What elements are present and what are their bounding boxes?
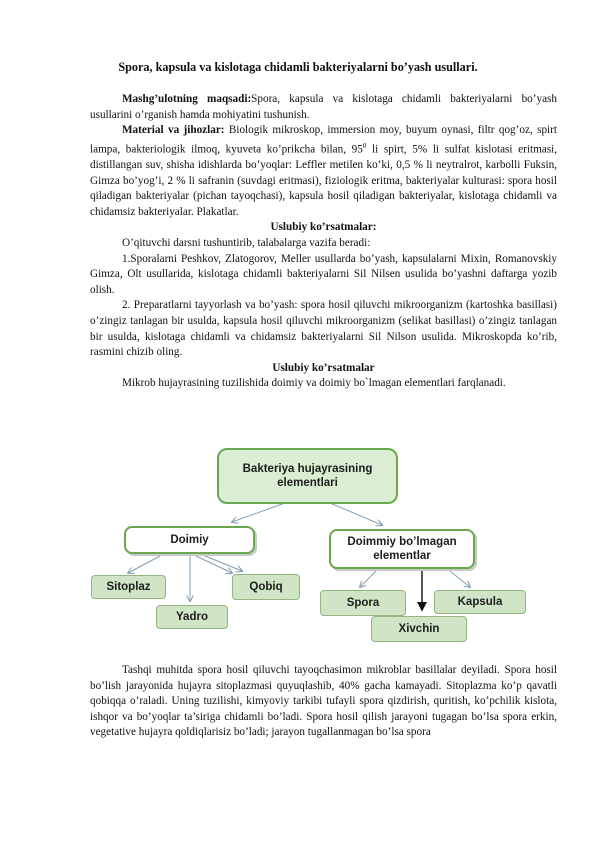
xivchin-box — [371, 616, 467, 642]
non-permanent-label: Doimmiy bo’lmagan elementlar — [347, 536, 457, 562]
qobiq-label: Qobiq — [249, 581, 283, 593]
task1-paragraph: 1.Sporalarni Peshkov, Zlatogorov, Meller usullarda bo’yash, kapsulalarni Mixin, Romanovskiy Gimza, Olt usullarida, kislotaga chidamli bakteriyalarni Sil Nilsen usulida bo’yashni daftarga yozib olish. — [90, 252, 557, 296]
qobiq-box — [232, 574, 300, 600]
goal-label: Mashg’ulotning maqsadi: — [122, 93, 252, 105]
heading-guidelines-1: Uslubiy ko’rsatmalar: — [270, 221, 377, 234]
teacher-paragraph: O’qituvchi darsni tushuntirib, talabalarga vazifa beradi: — [122, 237, 371, 250]
arrow-root-left — [232, 503, 285, 522]
materials-text: Biologik mikroskop, immersion moy, buyum oynasi, filtr qog’oz, spirt lampa, bakteriologik ilmoq, kyuveta ko’prikcha bilan, 95 — [90, 124, 557, 156]
task2-paragraph: 2. Preparatlarni tayyorlash va bo’yash: spora hosil qiluvchi mikroorganizm (kartoshka basillasi) o’zingiz tanlagan bir usulda, kapsula hosil qiluvchi mikroorganizm (selikat basillasi) o’zingiz tanlagan bir usulda, kislotaga chidamli va chidamsiz bakteriyalarni Sil Nilson usulida. Mikroskopda ko’rib, rasmini chizib oling. — [90, 299, 557, 359]
yadro-box — [156, 605, 228, 629]
page-title: Spora, kapsula va kislotaga chidamli bakteriyalarni bo’yash usullari. — [118, 60, 478, 74]
goal-text: Spora, kapsula va kislotaga chidamli bakteriyalarni bo’yash usullarini o’rganish hamda mohiyatini tushunish. — [90, 93, 557, 121]
non-permanent-box — [329, 529, 475, 569]
bottom-text — [90, 663, 557, 741]
arrow-root-right — [330, 503, 382, 525]
arrow-left-sitoplaz — [128, 556, 160, 573]
degree-sup: 0 — [362, 141, 367, 150]
kapsula-label: Kapsula — [457, 596, 503, 608]
doimiy-label: Doimiy — [170, 534, 209, 546]
sitoplaz-label: Sitoplaz — [106, 581, 151, 593]
sitoplaz-box — [91, 575, 166, 599]
yadro-label: Yadro — [176, 611, 208, 623]
root-label: Bakteriya hujayrasining elementlari — [242, 463, 373, 489]
spora-label: Spora — [346, 597, 380, 609]
doimiy-box — [124, 526, 255, 554]
arrow-right-kapsula — [445, 567, 470, 587]
arrow-right-spora — [360, 567, 380, 587]
materials-label: Material va jihozlar: — [122, 124, 225, 137]
spora-box — [320, 590, 406, 616]
xivchin-label: Xivchin — [398, 623, 440, 635]
kapsula-box — [434, 590, 526, 614]
heading-guidelines-2: Uslubiy ko’rsatmalar — [272, 361, 375, 374]
root-box — [217, 448, 398, 504]
materials-text-2: li spirt, 5% li sulfat kislotasi eritmasi, distillangan suv, shisha idishlarda bo’yoqlar: Leffler metilen ko’ki, 0,5 % li neytralrot, karbolli Fuksin, Gimza bo’yog’i, 2 % li safranin (suvdagi eritmasi), fiziologik eritma, bakteriyalar kulturasi: spora hosil qiladigan bakteriyalar (pichan tayoqchasi), kapsula hosil qiladigan bakteriyalar, kislotaga chidamli va chidamsiz bakteriyalar. Plakatlar. — [90, 143, 558, 218]
structure-paragraph: Mikrob hujayrasining tuzilishida doimiy va doimiy bo`lmagan elementlari farqlanadi. — [122, 377, 506, 390]
bottom-paragraph: Tashqi muhitda spora hosil qiluvchi tayoqchasimon mikroblar basillalar deyiladi. Spora hosil bo’lish jarayonida hujayra sitoplazmasi quyuqlashib, 40% gacha kamayadi. Sitoplazma ko’p qavatli qobiqqa o’raladi. Uning tuzilishi, kimyoviy tarkibi tufayli spora qizdirish, quritish, ko’pchilik kislota, ishqor va bo’yoqlar ta’siriga chidamli bo’ladi. Spora hosil qilish jarayoni tugagan bo’lsa spora erkin, vegetative hujayra qoldiqlarisiz bo’ladi; jarayon tugallanmagan bo’lsa spora — [90, 664, 557, 739]
